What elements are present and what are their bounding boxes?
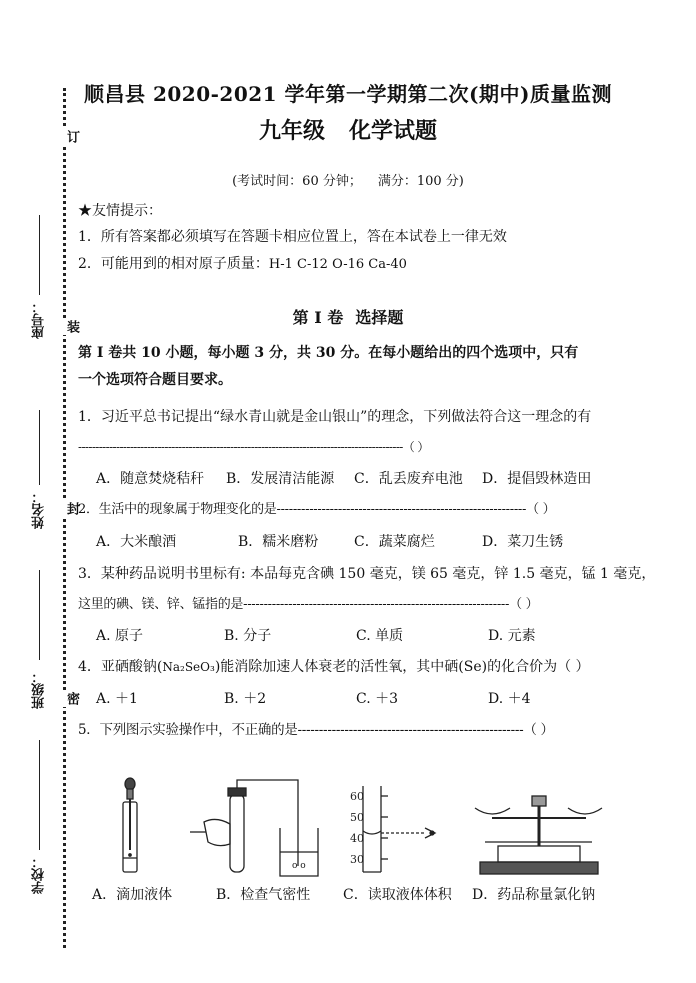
section-intro-line1: 第 I 卷共 10 小题，每小题 3 分，共 30 分。在每小题给出的四个选项中，只有	[78, 345, 579, 361]
binding-mark: 订	[64, 130, 79, 143]
question-5-text: 5．下列图示实验操作中，不正确的是-----------------------------------------------------（ ）	[78, 722, 554, 738]
cylinder-scale-label: 50	[350, 811, 364, 824]
exam-time: (考试时间：60 分钟；	[232, 174, 362, 189]
option-c: C．乱丢废弃电池	[354, 471, 463, 487]
option-a: A. ＋1	[96, 691, 138, 707]
cylinder-scale-label: 40	[350, 832, 364, 845]
subject: 化学试题	[349, 118, 438, 144]
grade: 九年级	[258, 118, 325, 144]
question-4-text-a: 4．亚硒酸钠(	[78, 659, 163, 675]
question-4-options	[96, 688, 531, 708]
lab-operation-figures	[80, 776, 620, 882]
name-blank-line	[39, 410, 40, 485]
question-3-text-2: 这里的碘、镁、锌、锰指的是-----------------------------------------------------------------（ ）	[78, 597, 539, 612]
figure-caption-b: B．检查气密性	[216, 887, 311, 903]
svg-text:o o: o o	[292, 861, 306, 871]
tip-item-2	[78, 253, 407, 273]
graduated-cylinder-figure	[363, 786, 435, 872]
section-title	[0, 305, 696, 328]
option-d: D．提倡毁林造田	[482, 471, 592, 487]
figure-caption-a: A．滴加液体	[92, 887, 173, 903]
binding-mark: 密	[64, 692, 79, 705]
seat-label: 座号：	[32, 300, 47, 339]
binding-mark: 封	[64, 502, 79, 515]
school-blank-line	[39, 740, 40, 850]
tips-heading: ★友情提示：	[78, 203, 162, 219]
option-d: D. 元素	[488, 628, 536, 644]
exam-title: 顺昌县 2020-2021 学年第一学期第二次(期中)质量监测	[84, 82, 612, 106]
option-d: D．菜刀生锈	[482, 534, 564, 550]
question-1-answer-line: ----------------------------------------------------------------------------------------------（ ）	[78, 440, 429, 454]
atomic-masses: H-1 C-12 O-16 Ca-40	[268, 257, 407, 272]
option-b: B．糯米磨粉	[238, 534, 319, 550]
cylinder-scale-labels	[350, 790, 364, 866]
dropper-into-test-tube-figure	[123, 778, 137, 872]
tip-item-2-label: 2．可能用到的相对原子质量：	[78, 256, 269, 272]
binding-dotted-line	[63, 88, 66, 948]
question-4-text-b: )能消除加速人体衰老的活性氧，其中硒(Se)的化合价为（ ）	[214, 659, 590, 675]
question-2-text: 2．生活中的现象属于物理变化的是-------------------------------------------------------------（ ）	[78, 502, 556, 517]
exam-info	[0, 170, 696, 189]
question-1-options	[96, 468, 591, 488]
name-label: 姓名：	[32, 490, 47, 529]
question-3-text: 3．某种药品说明书里标有: 本品每克含碘 150 毫克，镁 65 毫克，锌 1.5 毫克，锰 1 毫克，	[78, 566, 656, 582]
section-part: 第 I 卷	[292, 308, 344, 327]
option-a: A. 原子	[96, 628, 144, 644]
option-a: A．大米酿酒	[96, 534, 177, 550]
option-c: C. 单质	[356, 628, 404, 644]
chemical-formula: Na₂SeO₃	[162, 660, 215, 674]
school-label: 学校：	[32, 855, 47, 894]
seat-blank-line	[39, 215, 40, 295]
option-b: B．发展清洁能源	[226, 471, 335, 487]
binding-mark: 装	[64, 320, 79, 333]
question-3-options	[96, 625, 536, 645]
option-b: B. ＋2	[224, 691, 267, 707]
figure-caption-c: C．读取液体体积	[343, 887, 452, 903]
class-label: 班级：	[32, 670, 47, 709]
cylinder-scale-label: 60	[350, 790, 364, 803]
option-c: C. ＋3	[356, 691, 399, 707]
class-blank-line	[39, 570, 40, 660]
cylinder-scale-label: 30	[350, 853, 364, 866]
section-name: 选择题	[355, 308, 404, 327]
balance-scale-figure	[475, 796, 602, 874]
full-score: 满分：100 分)	[377, 174, 464, 189]
airtightness-check-figure	[190, 780, 318, 876]
option-d: D. ＋4	[488, 691, 531, 707]
question-2-options	[96, 531, 563, 551]
exam-subtitle	[0, 114, 696, 145]
question-4-text	[78, 656, 590, 676]
option-c: C．蔬菜腐烂	[354, 534, 435, 550]
option-a: A．随意焚烧秸秆	[96, 471, 205, 487]
option-b: B. 分子	[224, 628, 272, 644]
figure-caption-d: D．药品称量氯化钠	[472, 887, 596, 903]
tip-item-1: 1．所有答案都必须填写在答题卡相应位置上，答在本试卷上一律无效	[78, 229, 507, 245]
section-intro-line2: 一个选项符合题目要求。	[78, 372, 232, 388]
question-1-text: 1．习近平总书记提出“绿水青山就是金山银山”的理念，下列做法符合这一理念的有	[78, 409, 592, 425]
